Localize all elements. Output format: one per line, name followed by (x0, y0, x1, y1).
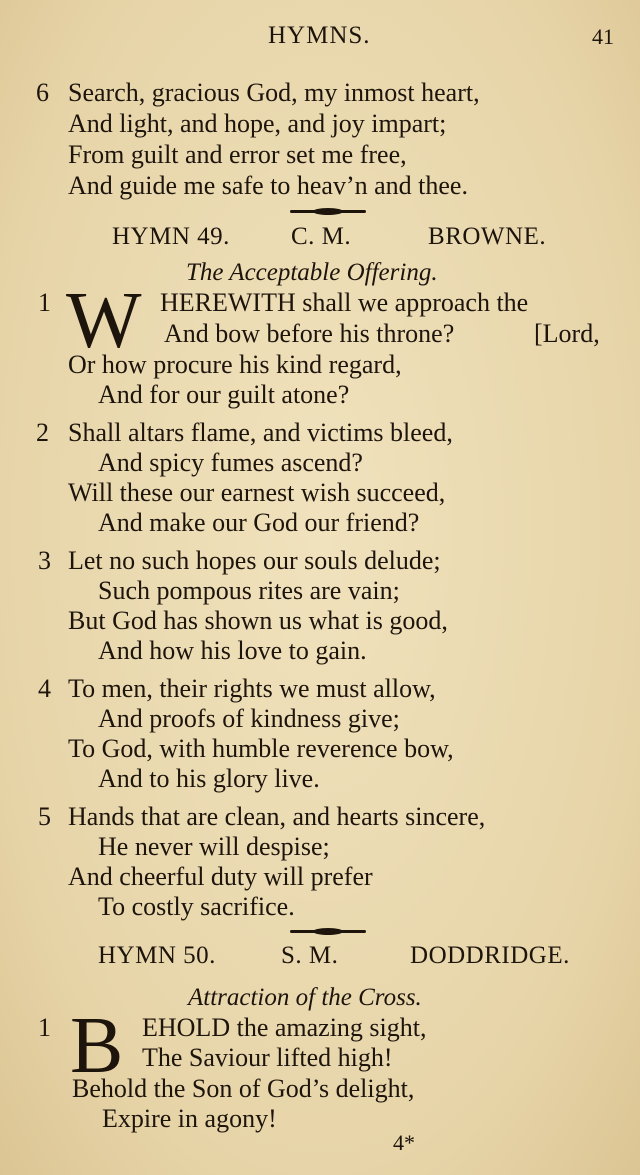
verse-line: And cheerful duty will prefer (68, 862, 373, 891)
verse-line: And to his glory live. (98, 764, 320, 793)
verse-line: Expire in agony! (102, 1104, 277, 1133)
running-head (0, 22, 640, 56)
verse-line: And spicy fumes ascend? (98, 448, 363, 477)
verse-line: But God has shown us what is good, (68, 606, 448, 635)
stanza-number: 2 (36, 418, 49, 447)
author-initial: D (410, 942, 429, 969)
verse-line: Behold the Son of God’s delight, (72, 1074, 415, 1103)
hymn-subtitle: Attraction of the Cross. (188, 984, 422, 1011)
verse-line: Hands that are clean, and hearts sincere, (68, 802, 486, 831)
author-rest: ROWNE. (445, 223, 547, 250)
verse-line: And for our guilt atone? (98, 380, 350, 409)
hymn-subtitle: The Acceptable Offering. (186, 259, 438, 286)
hymn-50-heading (0, 942, 640, 976)
verse-line: From guilt and error set me free, (68, 140, 407, 169)
verse-line: And how his love to gain. (98, 636, 367, 665)
hymn-49-heading (0, 223, 640, 257)
verse-line: He never will despise; (98, 832, 330, 861)
hymn-meter: C. M. (291, 223, 352, 250)
verse-line: Shall altars flame, and victims bleed, (68, 418, 453, 447)
hymn-label: HYMN 49. (112, 223, 230, 250)
verse-line: Will these our earnest wish succeed, (68, 478, 446, 507)
hymn-author (428, 223, 546, 251)
stanza-number: 4 (38, 674, 51, 703)
section-rule (290, 210, 366, 213)
verse-line: To men, their rights we must allow, (68, 674, 436, 703)
author-rest: ODDRIDGE. (428, 942, 570, 969)
running-title: HYMNS. (268, 22, 371, 49)
stanza-number: 6 (36, 78, 49, 107)
hymn-author (410, 942, 570, 970)
drop-cap: B (70, 1002, 124, 1090)
verse-line: And bow before his throne? (164, 319, 455, 348)
verse-line: To costly sacrifice. (98, 892, 295, 921)
page-number: 41 (592, 24, 614, 49)
verse-line: And proofs of kindness give; (98, 704, 400, 733)
verse-line: The Saviour lifted high! (142, 1043, 393, 1072)
verse-line: And make our God our friend? (98, 508, 420, 537)
verse-line: HEREWITH shall we approach the (160, 288, 529, 317)
section-rule (290, 930, 366, 933)
drop-cap: W (66, 277, 142, 365)
verse-line: And guide me safe to heav’n and thee. (68, 171, 468, 200)
verse-line: Let no such hopes our souls delude; (68, 546, 441, 575)
turnover-word: [Lord, (534, 319, 600, 348)
verse-line: Such pompous rites are vain; (98, 576, 400, 605)
verse-line: And light, and hope, and joy impart; (68, 109, 447, 138)
signature-mark: 4* (393, 1130, 415, 1155)
stanza-number: 5 (38, 802, 51, 831)
stanza-number: 1 (38, 1013, 51, 1042)
verse-line: Or how procure his kind regard, (68, 350, 402, 379)
stanza-number: 1 (38, 288, 51, 317)
author-initial: B (428, 223, 446, 250)
hymn-label: HYMN 50. (98, 942, 216, 969)
verse-line: To God, with humble reverence bow, (68, 734, 454, 763)
verse-line: Search, gracious God, my inmost heart, (68, 78, 480, 107)
stanza-number: 3 (38, 546, 51, 575)
verse-line: EHOLD the amazing sight, (142, 1013, 427, 1042)
hymn-meter: S. M. (281, 942, 339, 969)
